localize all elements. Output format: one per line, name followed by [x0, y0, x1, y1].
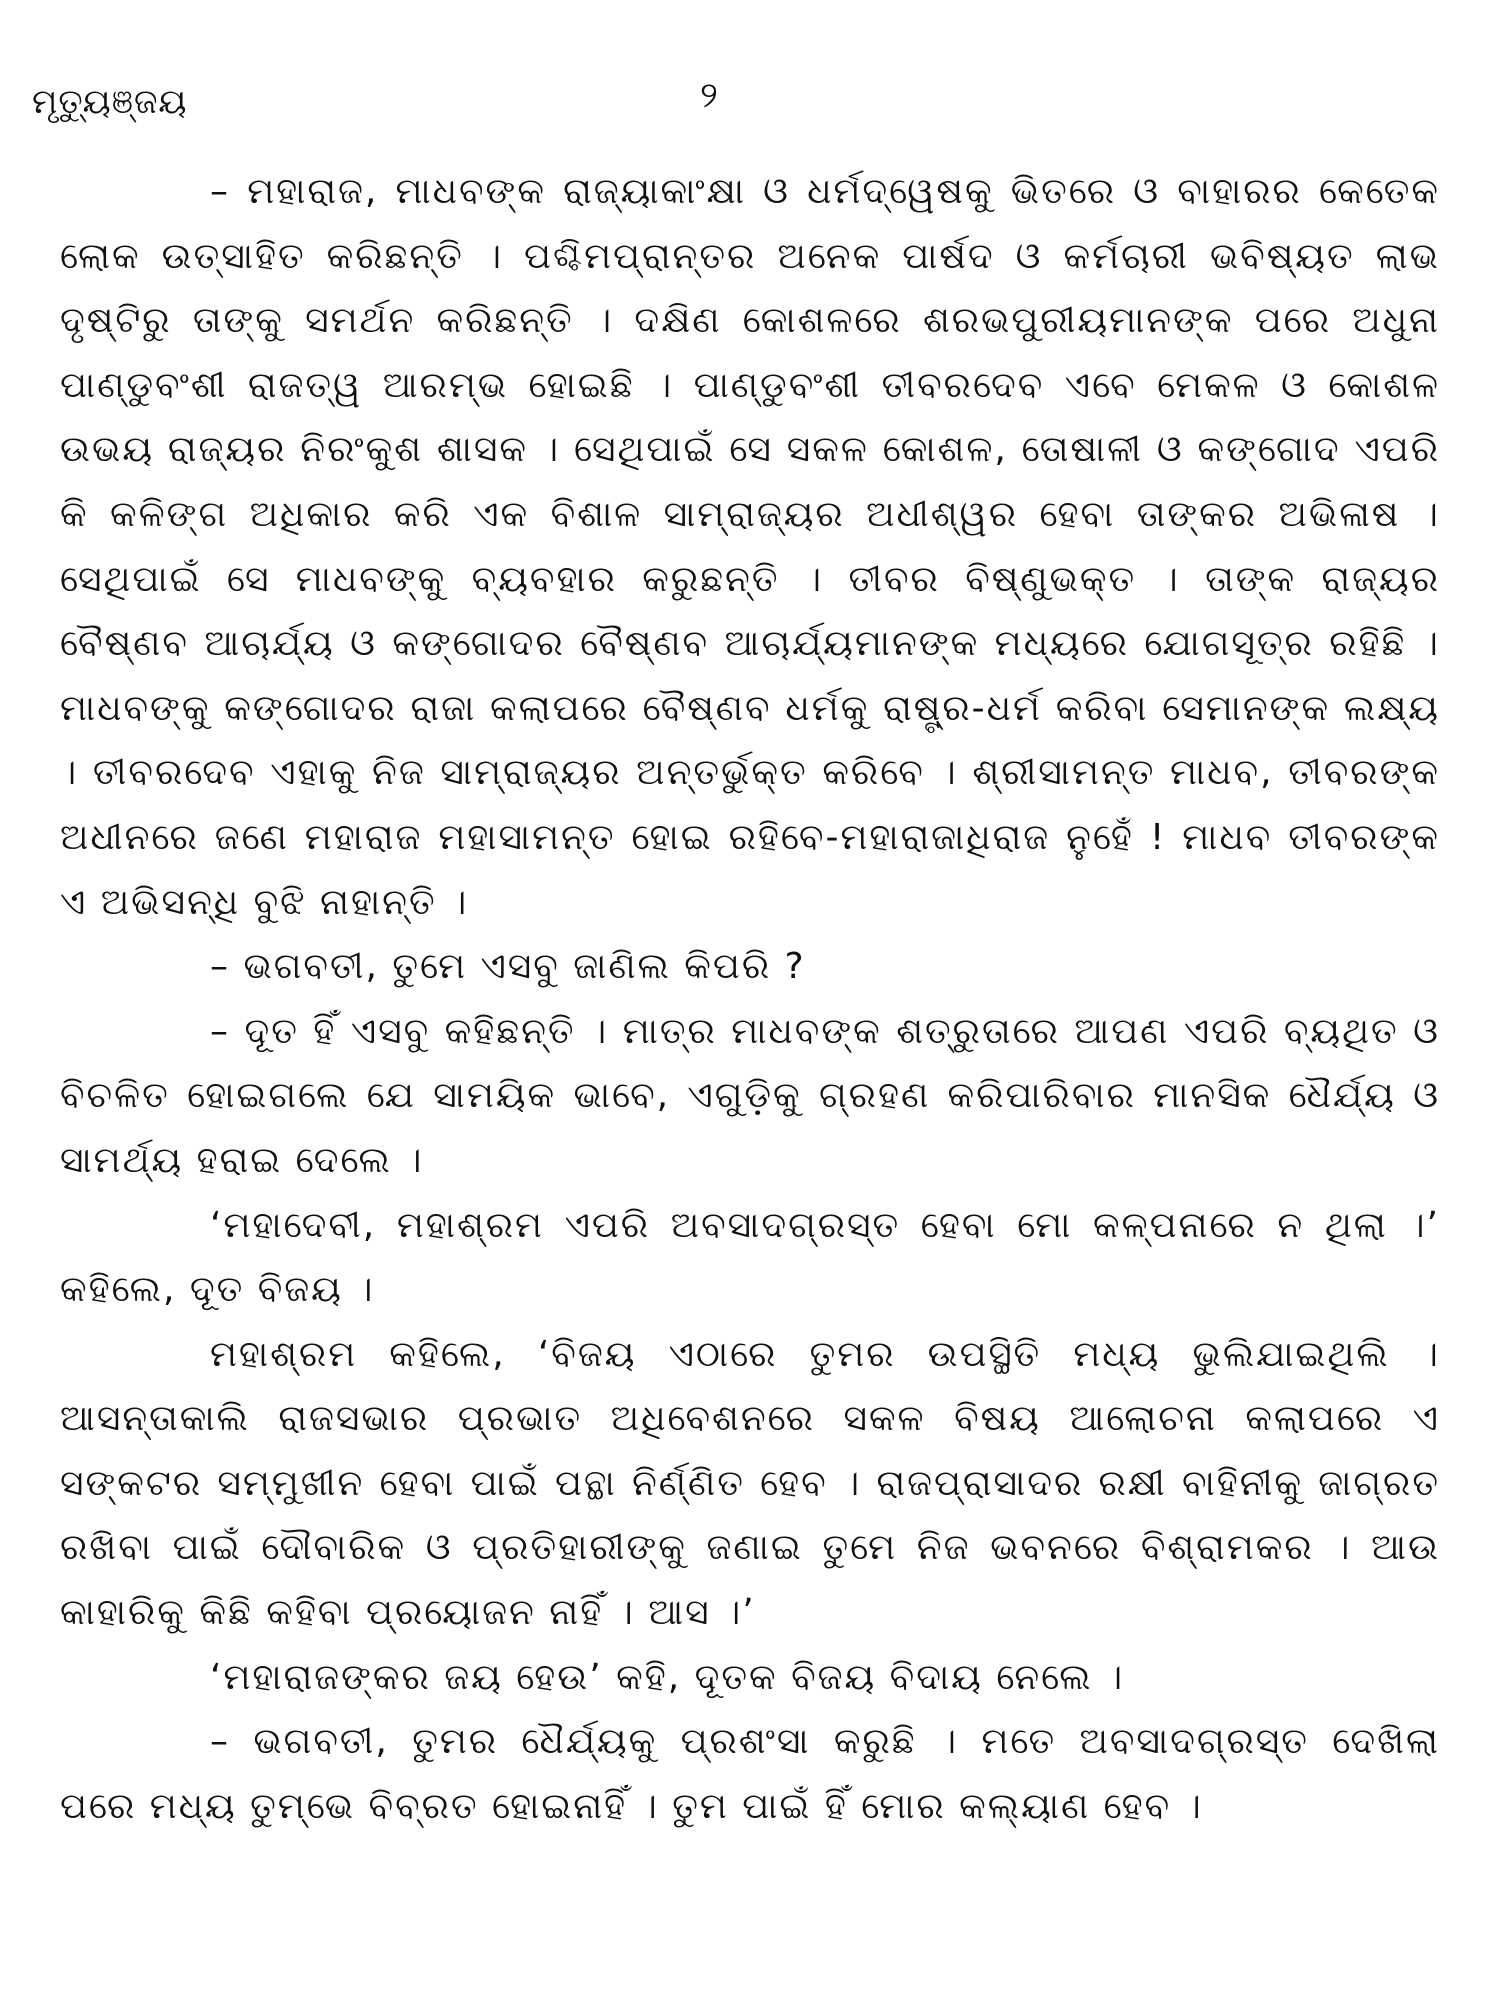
paragraph: ‘ମହାରାଜଙ୍କର ଜୟ ହେଉ’ କହି, ଦୂତକ ବିଜୟ ବିଦାୟ ନେଲେ । [210, 1656, 1125, 1698]
paragraph: – ମହାରାଜ, ମାଧବଙ୍କ ରାଜ୍ୟାକାଂକ୍ଷା ଓ ଧର୍ମଦ୍ୱେଷକୁ ଭିତରେ ଓ ବାହାରର କେତେକ ଲୋକ ଉତ୍ସାହିତ କରିଛନ୍ତି । ପଶ୍ଚିମପ୍ରାନ୍ତର ଅନେକ ପାର୍ଷଦ ଓ କର୍ମଚାରୀ ଭବିଷ୍ୟତ ଲାଭ ଦୃଷ୍ଟିରୁ ତାଙ୍କୁ ସମର୍ଥନ କରିଛନ୍ତି । ଦକ୍ଷିଣ କୋଶଳରେ ଶରଭପୁରୀୟମାନଙ୍କ ପରେ ଅଧୁନା ପାଣ୍ଡୁବଂଶୀ ରାଜତ୍ୱ ଆରମ୍ଭ ହୋଇଛି । ପାଣ୍ଡୁବଂଶୀ ତୀବରଦେବ ଏବେ ମେକଳ ଓ କୋଶଳ ଉଭୟ ରାଜ୍ୟର ନିରଂକୁଶ ଶାସକ । ସେଥିପାଇଁ ସେ ସକଳ କୋଶଳ, ତୋଷାଳୀ ଓ କଙ୍ଗୋଦ ଏପରି କି କଳିଙ୍ଗ ଅଧିକାର କରି ଏକ ବିଶାଳ ସାମ୍ରାଜ୍ୟର ଅଧୀଶ୍ୱର ହେବା ତାଙ୍କର ଅଭିଳାଷ । ସେଥିପାଇଁ ସେ ମାଧବଙ୍କୁ ବ୍ୟବହାର କରୁଛନ୍ତି । ତୀବର ବିଷ୍ଣୁଭକ୍ତ । ତାଙ୍କ ରାଜ୍ୟର ବୈଷ୍ଣବ ଆଚାର୍ଯ୍ୟ ଓ କଙ୍ଗୋଦର ବୈଷ୍ଣବ ଆଚାର୍ଯ୍ୟମାନଙ୍କ ମଧ୍ୟରେ ଯୋଗସୂତ୍ର ରହିଛି । ମାଧବଙ୍କୁ କଙ୍ଗୋଦର ରାଜା କଲାପରେ ବୈଷ୍ଣବ ଧର୍ମକୁ ରାଷ୍ଟ୍ର-ଧର୍ମ କରିବା ସେମାନଙ୍କ ଲକ୍ଷ୍ୟ । ତୀବରଦେବ ଏହାକୁ ନିଜ ସାମ୍ରାଜ୍ୟର ଅନ୍ତର୍ଭୁକ୍ତ କରିବେ । ଶ୍ରୀସାମନ୍ତ ମାଧବ, ତୀବରଙ୍କ ଅଧୀନରେ ଜଣେ ମହାରାଜ ମହାସାମନ୍ତ ହୋଇ ରହିବେ-ମହାରାଜାଧିରାଜ ନୁହେଁ ! ମାଧବ ତୀବରଙ୍କ ଏ ଅଭିସନ୍ଧି ବୁଝି ନାହାନ୍ତି । [60, 171, 1440, 923]
paragraph: – ଦୂତ ହିଁ ଏସବୁ କହିଛନ୍ତି । ମାତ୍ର ମାଧବଙ୍କ ଶତ୍ରୁତାରେ ଆପଣ ଏପରି ବ୍ୟଥିତ ଓ ବିଚଳିତ ହୋଇଗଲେ ଯେ ସାମୟିକ ଭାବେ, ଏଗୁଡ଼ିକୁ ଗ୍ରହଣ କରିପାରିବାର ମାନସିକ ଧୈର୍ଯ୍ୟ ଓ ସାମର୍ଥ୍ୟ ହରାଇ ଦେଲେ । [60, 1010, 1440, 1181]
paragraph: ‘ମହାଦେବୀ, ମହାଶ୍ରମ ଏପରି ଅବସାଦଗ୍ରସ୍ତ ହେବା ମୋ କଳ୍ପନାରେ ନ ଥିଲା ।’ କହିଲେ, ଦୂତ ବିଜୟ । [60, 1204, 1440, 1311]
running-header-title: ମୃତ୍ୟୁଞ୍ଜୟ [32, 82, 188, 122]
body-text [60, 160, 1440, 1839]
paragraph: – ଭଗବତୀ, ତୁମର ଧୈର୍ଯ୍ୟକୁ ପ୍ରଶଂସା କରୁଛି । ମତେ ଅବସାଦଗ୍ରସ୍ତ ଦେଖିଲା ପରେ ମଧ୍ୟ ତୁମ୍ଭେ ବିବ୍ରତ ହୋଇନାହିଁ । ତୁମ ପାଇଁ ହିଁ ମୋର କଲ୍ୟାଣ ହେବ । [60, 1721, 1440, 1827]
page-number: ୨ [700, 75, 718, 116]
paragraph: – ଭଗବତୀ, ତୁମେ ଏସବୁ ଜାଣିଲ କିପରି ? [210, 946, 806, 988]
paragraph: ମହାଶ୍ରମ କହିଲେ, ‘ବିଜୟ ଏଠାରେ ତୁମର ଉପସ୍ଥିତି ମଧ୍ୟ ଭୁଲିଯାଇଥିଲି । ଆସନ୍ତାକାଲି ରାଜସଭାର ପ୍ରଭାତ ଅଧିବେଶନରେ ସକଳ ବିଷୟ ଆଲୋଚନା କଲାପରେ ଏ ସଙ୍କଟର ସମ୍ମୁଖୀନ ହେବା ପାଇଁ ପନ୍ଥା ନିର୍ଣ୍ଣିତ ହେବ । ରାଜପ୍ରାସାଦର ରକ୍ଷୀ ବାହିନୀକୁ ଜାଗ୍ରତ ରଖିବା ପାଇଁ ଦୌବାରିକ ଓ ପ୍ରତିହାରୀଙ୍କୁ ଜଣାଇ ତୁମେ ନିଜ ଭବନରେ ବିଶ୍ରାମକର । ଆଉ କାହାରିକୁ କିଛି କହିବା ପ୍ରୟୋଜନ ନାହିଁ । ଆସ ।’ [60, 1333, 1440, 1634]
